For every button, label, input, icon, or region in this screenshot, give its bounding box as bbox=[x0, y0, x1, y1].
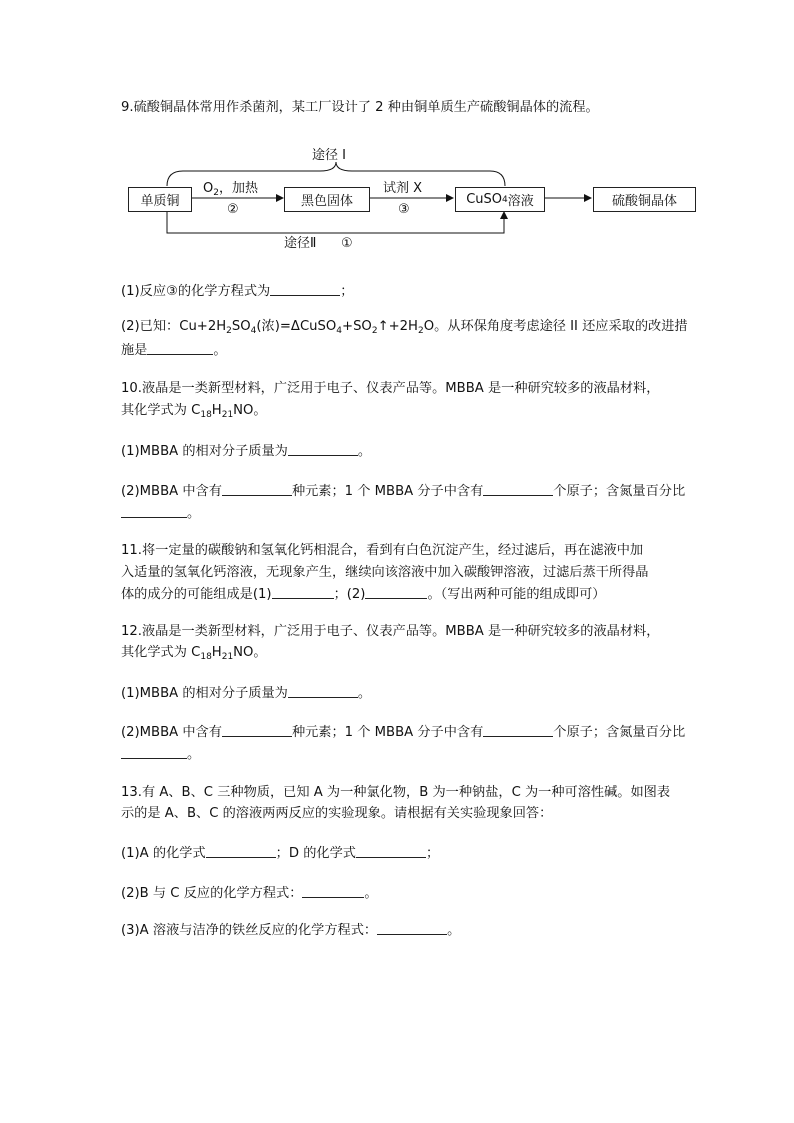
q9-stem: 9.硫酸铜晶体常用作杀菌剂，某工厂设计了 2 种由铜单质生产硫酸铜晶体的流程。 bbox=[121, 100, 599, 115]
answer-blank[interactable] bbox=[272, 584, 334, 599]
answer-blank[interactable] bbox=[288, 683, 358, 698]
arrow1-condition: $O_2$，加热 bbox=[203, 181, 258, 198]
answer-blank[interactable] bbox=[222, 481, 292, 496]
answer-blank[interactable] bbox=[222, 722, 292, 737]
arrow2-step-number: ③ bbox=[398, 202, 410, 217]
q13-line1: 13.有 A、B、C 三种物质，已知 A 为一种氯化物，B 为一种钠盐，C 为一种可溶性碱。如图表 bbox=[121, 785, 671, 800]
answer-blank[interactable] bbox=[147, 340, 213, 355]
answer-blank[interactable] bbox=[288, 441, 358, 456]
box-cuso4-solution: CuSO 4 溶液 bbox=[455, 187, 545, 212]
q12-stem-line2: 其化学式为 $C_{18}H_{21}NO$。 bbox=[121, 645, 267, 662]
arrow2-reagent: 试剂 X bbox=[383, 181, 423, 196]
answer-blank[interactable] bbox=[356, 843, 426, 858]
q11-line3: 体的成分的可能组成是(1) ；(2) 。（写出两种可能的组成即可） bbox=[121, 584, 605, 605]
arrow1-step-number: ② bbox=[227, 202, 239, 217]
q11-line1: 11.将一定量的碳酸钠和氢氧化钙相混合，看到有白色沉淀产生，经过滤后，再在滤液中加 bbox=[121, 543, 644, 558]
q12-part2-line2: 。 bbox=[121, 744, 200, 765]
box-black-solid: 黑色固体 bbox=[284, 187, 370, 212]
answer-blank[interactable] bbox=[206, 843, 276, 858]
q10-part2-line2: 。 bbox=[121, 503, 200, 524]
route1-label: 途径 I bbox=[312, 148, 346, 163]
q9-part2-line1: (2)已知：$Cu+2H_2SO_4$(浓)$=\Delta CuSO_4+SO_2↑+2H_2O$。从环保角度考虑途径 II 还应采取的改进措 bbox=[121, 319, 688, 336]
q10-stem-line1: 10.液晶是一类新型材料，广泛用于电子、仪表产品等。MBBA 是一种研究较多的液晶材料， bbox=[121, 381, 660, 396]
q9-flow-diagram-lines bbox=[0, 0, 794, 300]
q12-part2-line1: (2)MBBA 中含有 种元素；1 个 MBBA 分子中含有 个原子；含氮量百分比 bbox=[121, 722, 685, 743]
route2-step-number: ① bbox=[341, 236, 353, 251]
q13-part1: (1)A 的化学式 ；D 的化学式 ； bbox=[121, 843, 439, 864]
q9-part1: (1)反应③的化学方程式为 ； bbox=[121, 281, 353, 302]
q9-part2-line2: 施是 。 bbox=[121, 340, 227, 361]
box-copper: 单质铜 bbox=[128, 187, 192, 212]
q10-part1: (1)MBBA 的相对分子质量为 。 bbox=[121, 441, 371, 462]
answer-blank[interactable] bbox=[365, 584, 427, 599]
q10-stem-line2: 其化学式为 $C_{18}H_{21}NO$。 bbox=[121, 403, 267, 420]
answer-blank[interactable] bbox=[377, 920, 447, 935]
q12-stem-line1: 12.液晶是一类新型材料，广泛用于电子、仪表产品等。MBBA 是一种研究较多的液晶材料， bbox=[121, 624, 660, 639]
route2-label: 途径Ⅱ bbox=[284, 236, 317, 251]
q12-part1: (1)MBBA 的相对分子质量为 。 bbox=[121, 683, 371, 704]
answer-blank[interactable] bbox=[270, 281, 340, 296]
box-copper-sulfate-crystal: 硫酸铜晶体 bbox=[593, 187, 696, 212]
q10-part2-line1: (2)MBBA 中含有 种元素；1 个 MBBA 分子中含有 个原子；含氮量百分比 bbox=[121, 481, 685, 502]
answer-blank[interactable] bbox=[121, 744, 187, 759]
q13-part2: (2)B 与 C 反应的化学方程式： 。 bbox=[121, 883, 378, 904]
q11-line2: 入适量的氢氧化钙溶液，无现象产生，继续向该溶液中加入碳酸钾溶液，过滤后蒸干所得晶 bbox=[121, 565, 649, 580]
route2-path bbox=[167, 210, 504, 233]
answer-blank[interactable] bbox=[121, 503, 187, 518]
answer-blank[interactable] bbox=[483, 481, 553, 496]
q13-part3: (3)A 溶液与洁净的铁丝反应的化学方程式： 。 bbox=[121, 920, 460, 941]
answer-blank[interactable] bbox=[302, 883, 364, 898]
answer-blank[interactable] bbox=[483, 722, 553, 737]
q13-line2: 示的是 A、B、C 的溶液两两反应的实验现象。请根据有关实验现象回答： bbox=[121, 806, 553, 821]
